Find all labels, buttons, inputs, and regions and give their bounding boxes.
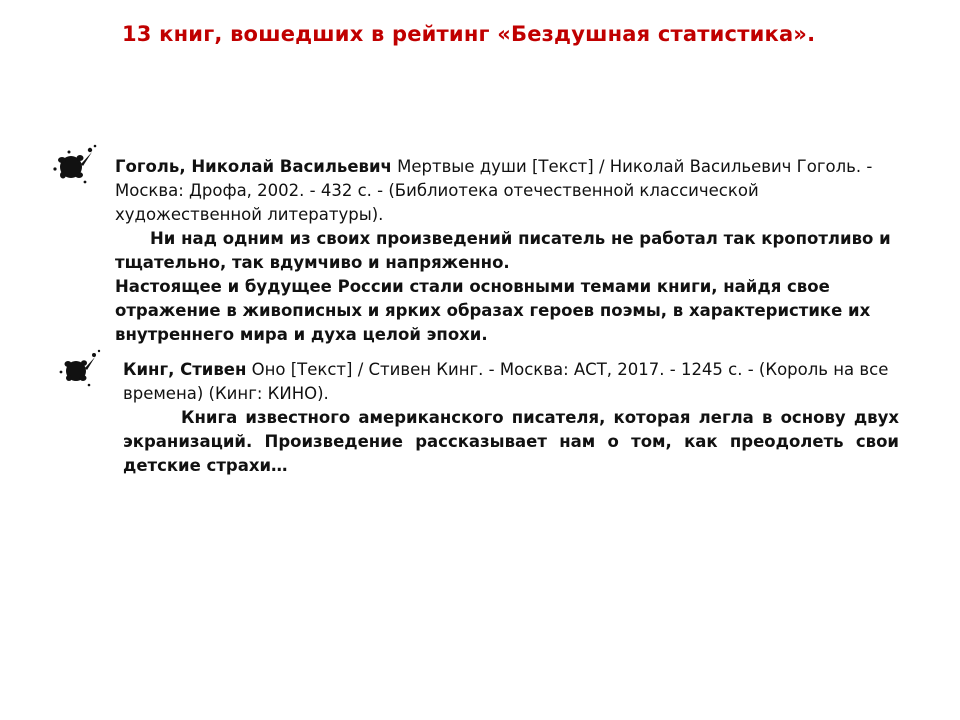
book-annotation: Ни над одним из своих произведений писатель не работал так кропотливо и тщательно, так вдумчиво и напряженно.: [115, 229, 891, 272]
book-entry: [115, 155, 905, 347]
book-author: Гоголь, Николай Васильевич: [115, 157, 392, 176]
book-author: Кинг, Стивен: [123, 360, 247, 379]
book-annotation: Настоящее и будущее России стали основными темами книги, найдя свое отражение в живописных и ярких образах героев поэмы, в характеристике их внутреннего мира и духа целой эпохи.: [115, 277, 871, 344]
slide-title: 13 книг, вошедших в рейтинг «Бездушная статистика».: [122, 22, 816, 46]
ink-splat-icon: [50, 340, 110, 400]
book-bibliography: Оно [Текст] / Стивен Кинг. - Москва: АСТ, 2017. - 1245 с. - (Король на все времена) (Кинг: КИНО).: [123, 360, 889, 403]
book-annotation: Книга известного американского писателя, которая легла в основу двух экранизаций. Произведение рассказывает нам о том, как преодолеть свои детские страхи…: [123, 408, 899, 475]
book-bibliography: Мертвые души [Текст] / Николай Васильевич Гоголь. - Москва: Дрофа, 2002. - 432 с. - (Библиотека отечественной классической художественной литературы).: [115, 157, 873, 224]
ink-splat-icon: [45, 136, 105, 196]
book-entry: [123, 358, 899, 478]
